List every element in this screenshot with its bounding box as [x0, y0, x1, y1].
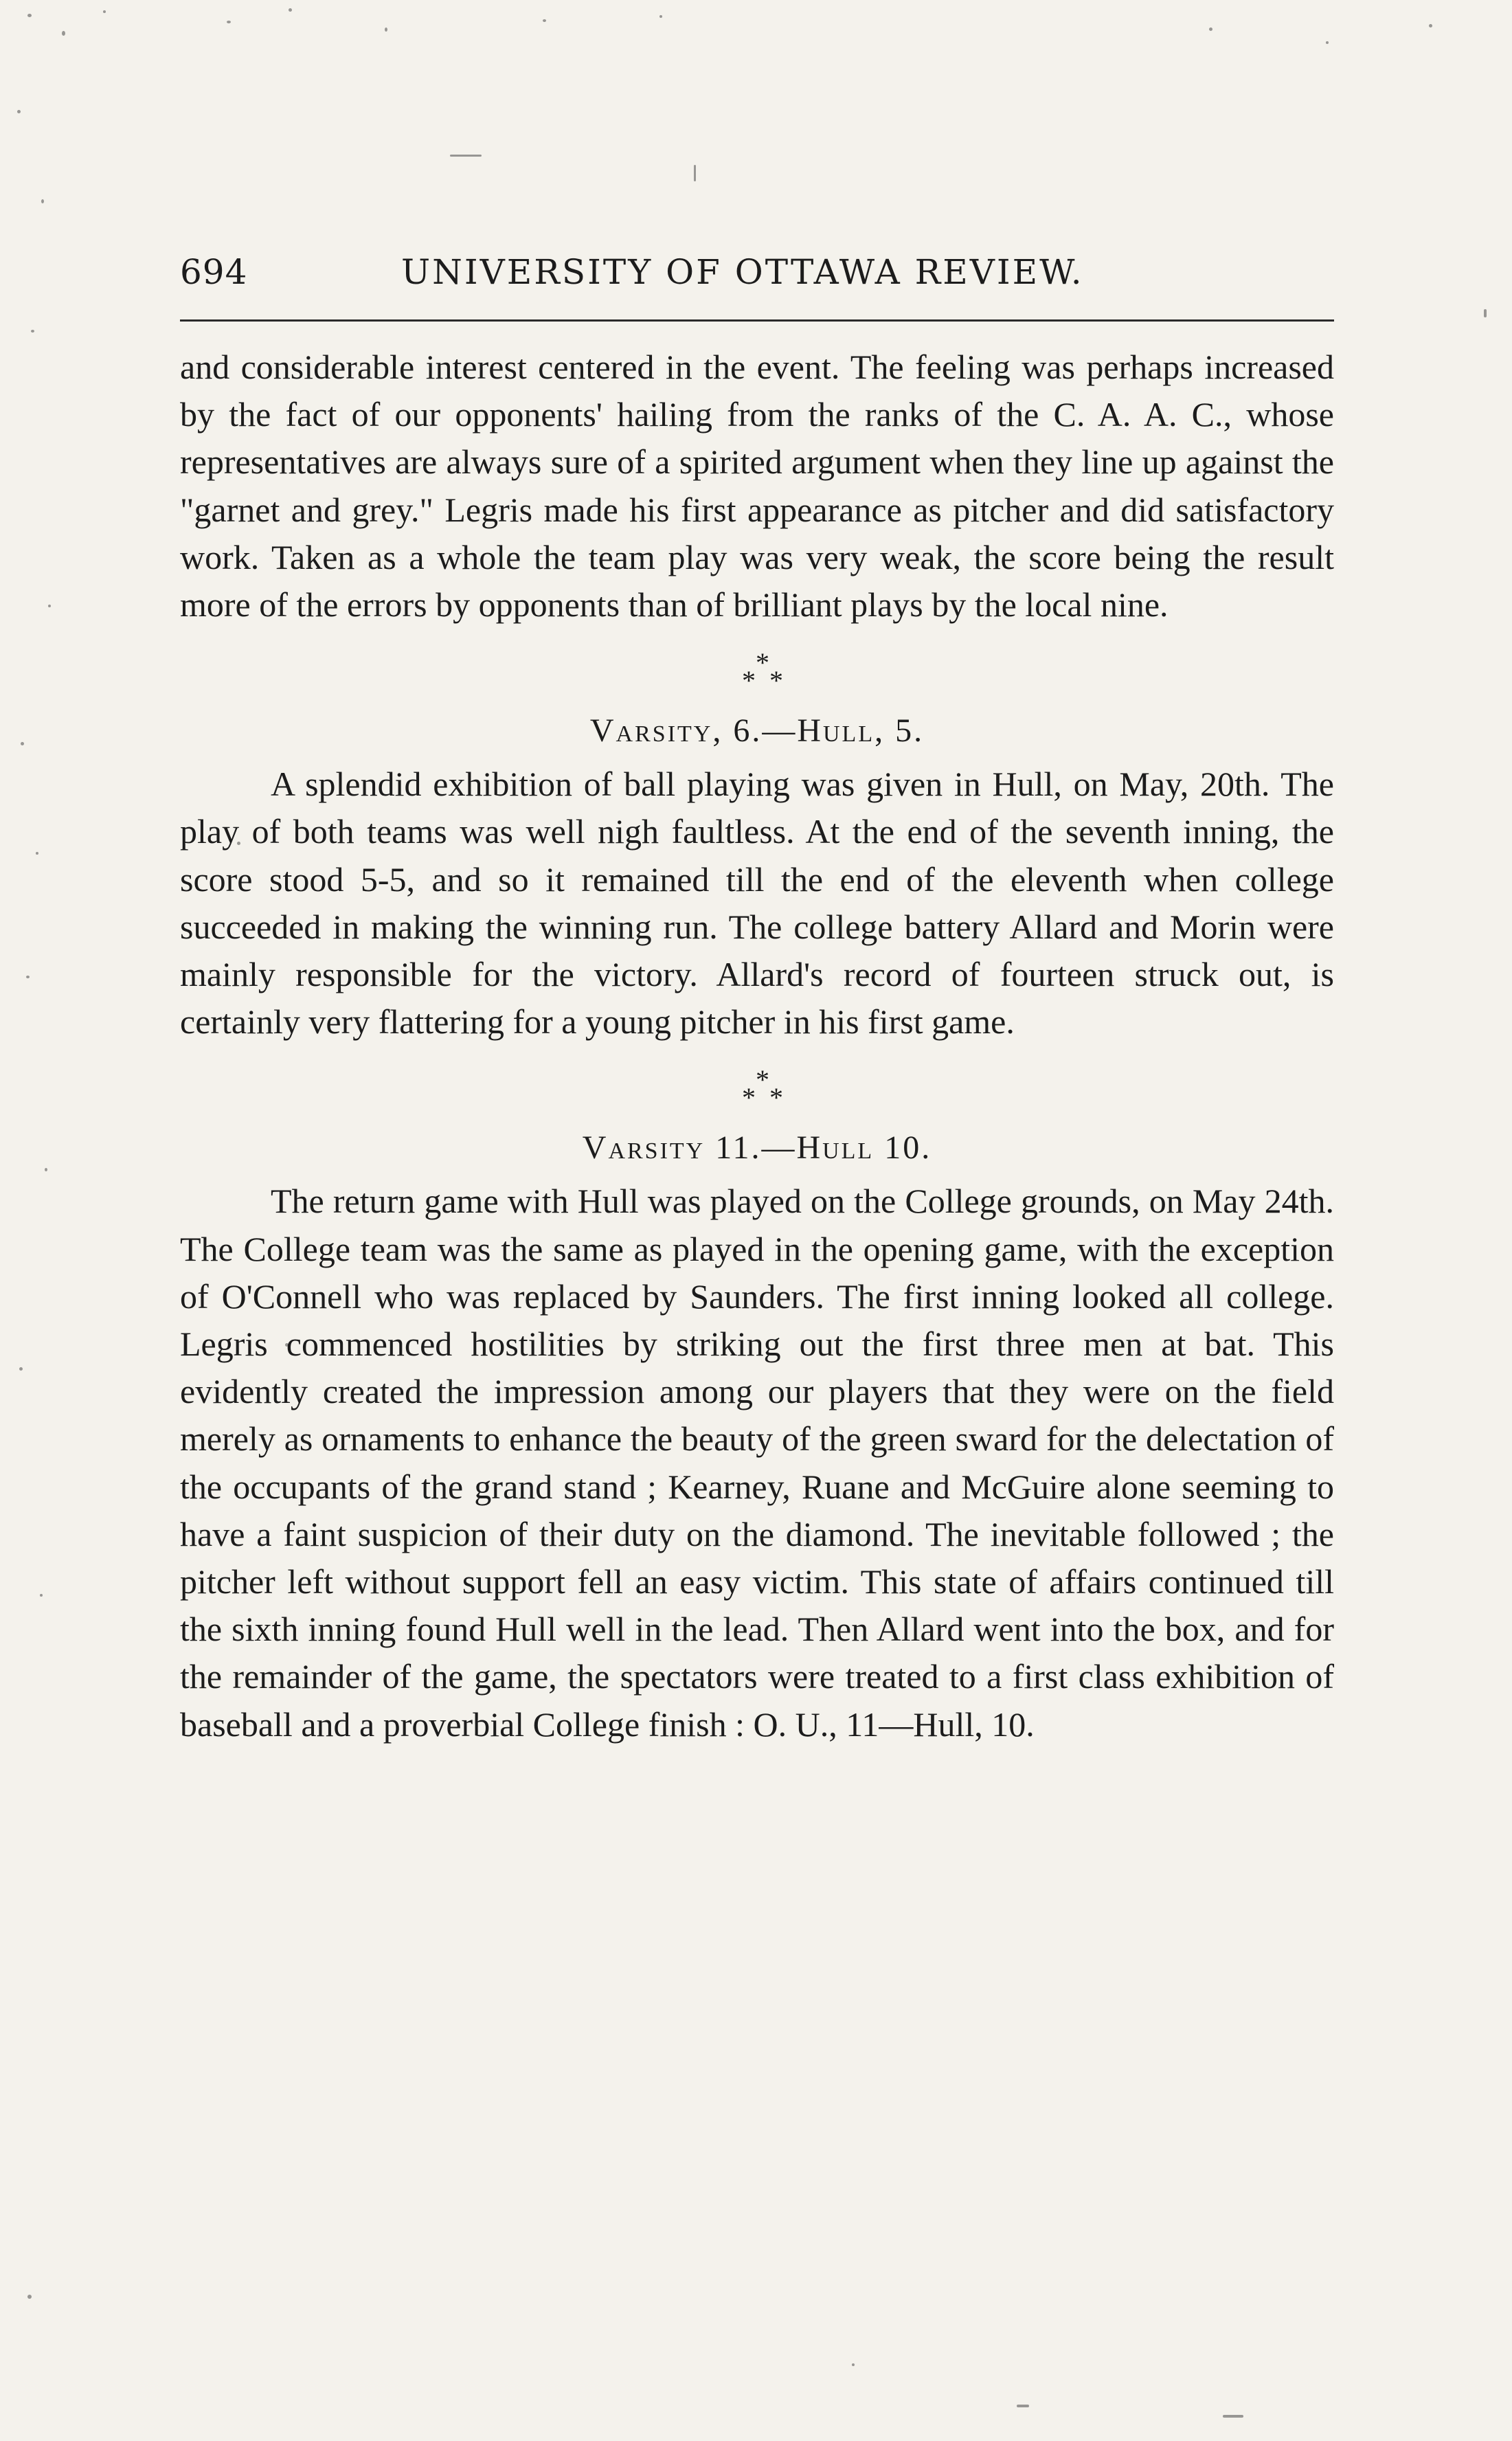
asterism-star: *	[769, 1082, 783, 1114]
section-paragraph-2: The return game with Hull was played on the College grounds, on May 24th. The College team was the same as played in the opening game, with the exception of O'Connell who was replaced by Saunders. The first inning looked all college. Legris commenced hostilities by striking out the first three men at bat. This evidently created the impression among our players that they were on the field merely as ornaments to enhance the beauty of the green sward for the delectation of the occupants of the grand stand ; Kearney, Ruane and McGuire alone seeming to have a faint suspicion of their duty on the diamond. The inevitable followed ; the pitcher left without support fell an easy victim. This state of affairs continued till the sixth inning found Hull well in the lead. Then Allard went into the box, and for the remainder of the game, the spectators were treated to a first class exhibition of baseball and a proverbial College finish : O. U., 11—Hull, 10.	[180, 1182, 1334, 1744]
asterism-star: *	[742, 1082, 756, 1114]
page-number: 694	[180, 252, 248, 292]
journal-title: UNIVERSITY OF OTTAWA REVIEW.	[401, 252, 1084, 292]
section-paragraph-1: A splendid exhibition of ball playing was given in Hull, on May, 20th. The play of both teams was well nigh faultless. At the end of the seventh inning, the score stood 5-5, and so it remained till the end of the eleventh when college succeeded in making the winning run. The college battery Allard and Morin were mainly responsible for the victory. Allard's record of fourteen struck out, is certainly very flattering for a young pitcher in his first game.	[180, 765, 1334, 1042]
section-divider-1	[180, 644, 1334, 707]
asterism-star: *	[756, 647, 769, 679]
asterism-star: *	[742, 665, 756, 697]
asterism-star: *	[769, 665, 783, 697]
header-rule	[180, 319, 1334, 322]
article-body	[180, 344, 1334, 1748]
asterism-star: *	[756, 1064, 769, 1096]
section-heading-1: Varsity, 6.—Hull, 5.	[589, 712, 925, 750]
running-header	[180, 244, 1334, 299]
section-divider-2	[180, 1061, 1334, 1124]
section-heading-2: Varsity 11.—Hull 10.	[582, 1129, 932, 1167]
continuation-paragraph: and considerable interest centered in the event. The feeling was perhaps increased by the fact of our opponents' hailing from the ranks of the C. A. A. C., whose representatives are always sure of a spirited argument when they line up against the "garnet and grey." Legris made his first appearance as pitcher and did satisfactory work. Taken as a whole the team play was very weak, the score being the result more of the errors by opponents than of brilliant plays by the local nine.	[180, 348, 1334, 625]
